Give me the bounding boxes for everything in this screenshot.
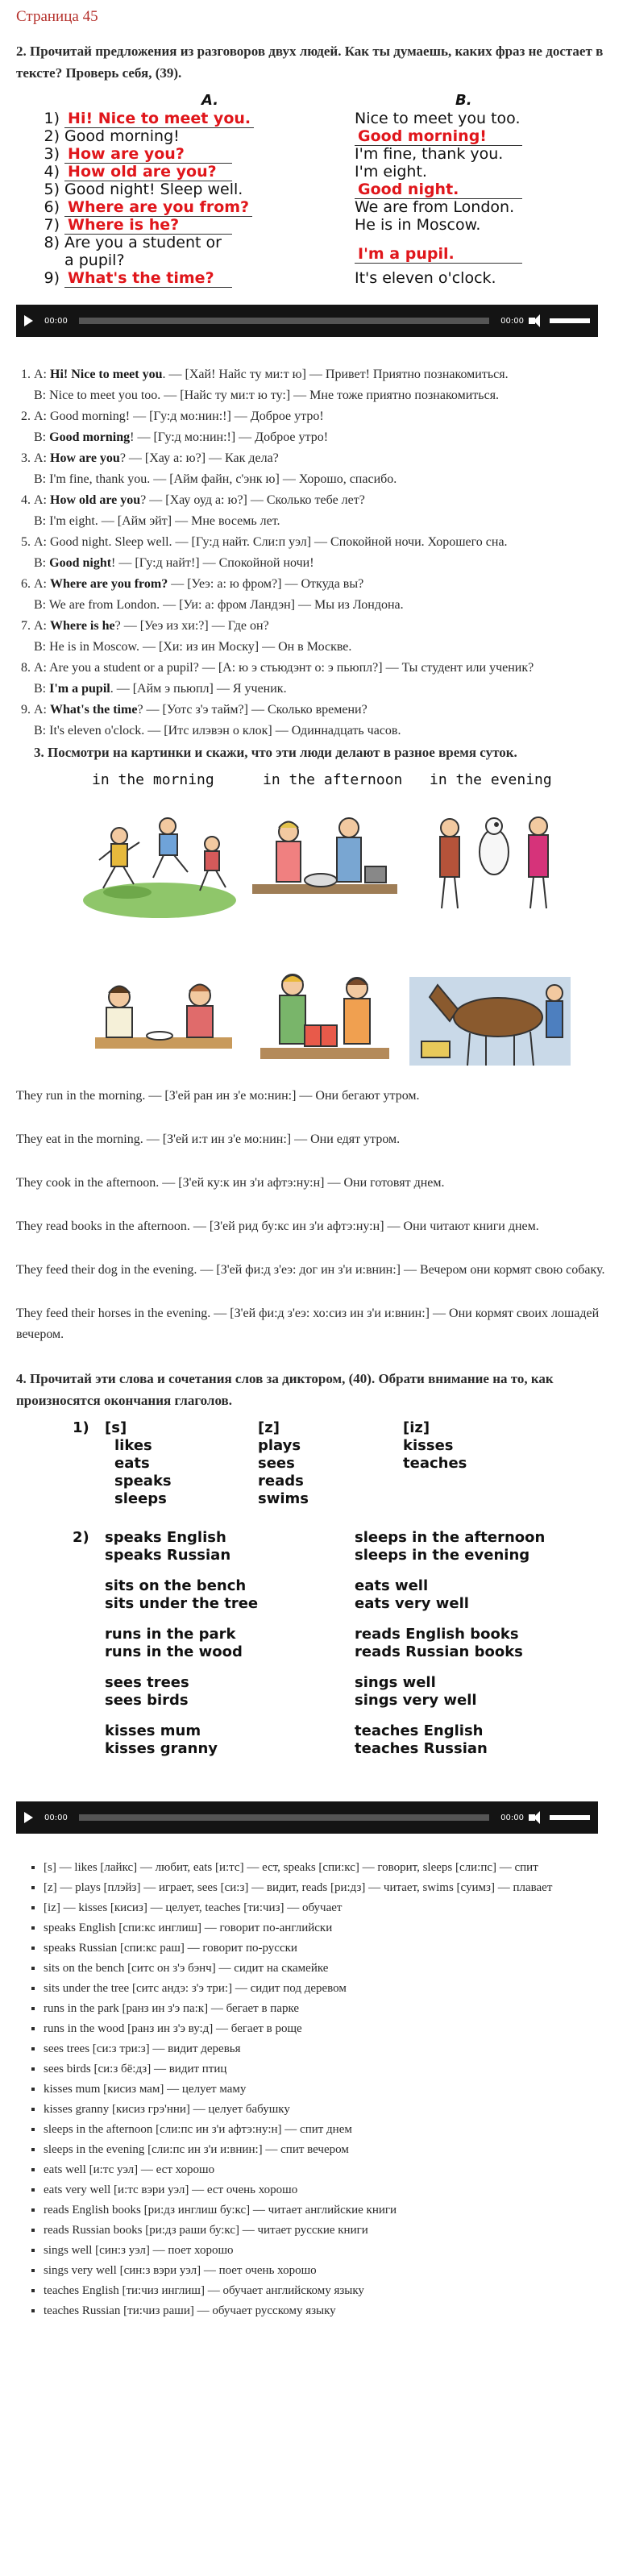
left-phrase: sees trees bbox=[105, 1674, 189, 1691]
b-row-text: Good night. bbox=[355, 181, 522, 199]
header-evening: in the evening bbox=[430, 771, 552, 788]
dialogue-line bbox=[34, 511, 612, 532]
a-row-text: Where are you from? bbox=[64, 198, 252, 217]
picture-feeding-horses bbox=[409, 961, 571, 1082]
column-b-heading: B. bbox=[455, 92, 472, 109]
b-row bbox=[355, 110, 521, 127]
volume-slider[interactable] bbox=[550, 1815, 590, 1820]
line-suffix: ? — [Хау оуд а: ю?] — Сколько тебе лет? bbox=[140, 493, 365, 507]
b-row bbox=[355, 181, 522, 198]
dialogue-line bbox=[34, 616, 612, 637]
picture-running bbox=[79, 804, 240, 924]
phrase-item: ▪ kisses granny [кисиз грэ'нни] — целует бабушку bbox=[44, 2100, 612, 2120]
line-suffix: — [Уеэ: а: ю фром?] — Откуда вы? bbox=[168, 577, 364, 591]
task3-answer: They feed their horses in the evening. — [З'ей фи:д з'еэ: хо:сиз ин з'и и:внин:] — Они кормят своих лошадей вечером. bbox=[16, 1307, 600, 1341]
progress-rail[interactable] bbox=[79, 318, 489, 324]
a-row-number: 2) bbox=[44, 127, 60, 145]
b-row-text: I'm fine, thank you. bbox=[355, 145, 504, 163]
a-row-text: How old are you? bbox=[64, 163, 232, 181]
dialogue-line bbox=[34, 448, 612, 469]
b-row-text: We are from London. bbox=[355, 198, 515, 216]
task3-answer: They feed their dog in the evening. — [З'ей фи:д з'еэ: дог ин з'и и:внин:] — Вечером они кормят свою собаку. bbox=[16, 1263, 605, 1277]
line-prefix: B: It's eleven o'clock. — [Итс илэвэн о клок] — Одиннадцать часов. bbox=[34, 724, 401, 737]
dialogue-line bbox=[34, 490, 612, 511]
line-prefix: A: bbox=[34, 368, 50, 381]
left-phrase: runs in the wood bbox=[105, 1643, 243, 1660]
b-row bbox=[355, 198, 514, 216]
exercise3-pictures bbox=[63, 771, 595, 1086]
line-bold: Where are you from? bbox=[50, 577, 168, 591]
iz-heading: [iz] bbox=[403, 1419, 430, 1436]
line-prefix: B: Nice to meet you too. — [Найс ту ми:т ю ту:] — Мне тоже приятно познакомиться. bbox=[34, 388, 500, 402]
phrase-item: ▪ sees birds [си:з бё:дз] — видит птиц bbox=[44, 2059, 612, 2079]
a-row-number: 8) bbox=[44, 234, 60, 251]
line-suffix: . — [Айм э пьюпл] — Я ученик. bbox=[110, 682, 287, 696]
phrase-item: ▪ speaks Russian [спи:кс раш] — говорит по-русски bbox=[44, 1938, 612, 1959]
b-row bbox=[355, 127, 522, 145]
picture-cooking bbox=[244, 804, 405, 924]
phrase-item: ▪ eats well [и:тс уэл] — ест хорошо bbox=[44, 2160, 612, 2180]
line-bold: How old are you bbox=[50, 493, 141, 507]
a-row bbox=[40, 163, 232, 181]
phrase-item: ▪ runs in the wood [ранз ин з'э ву:д] — бегает в роще bbox=[44, 2019, 612, 2039]
dialogue-line bbox=[34, 595, 612, 616]
dialogue-item bbox=[34, 700, 612, 742]
dialogue-item bbox=[34, 364, 612, 406]
part1-number: 1) bbox=[73, 1419, 89, 1436]
phrase-item: ▪ sings well [син:з уэл] — поет хорошо bbox=[44, 2241, 612, 2261]
left-phrase: speaks English bbox=[105, 1529, 226, 1546]
right-phrase: eats well bbox=[355, 1577, 429, 1594]
left-phrase: sees birds bbox=[105, 1692, 189, 1709]
line-bold: Hi! Nice to meet you bbox=[50, 368, 163, 381]
task2-title: 2. Прочитай предложения из разговоров двух людей. Как ты думаешь, каких фраз не достает в тексте? Проверь себя, (39). bbox=[16, 44, 604, 81]
audio-player-1[interactable] bbox=[16, 305, 598, 337]
a-row-number: 4) bbox=[44, 163, 60, 181]
dialogue-line bbox=[34, 700, 612, 721]
task3-title: 3. Посмотри на картинки и скажи, что эти люди делают в разное время суток. bbox=[34, 745, 517, 760]
dialogue-answers-list bbox=[16, 364, 612, 742]
left-phrase: kisses granny bbox=[105, 1740, 218, 1757]
z-word: swims bbox=[258, 1490, 309, 1507]
task3-answers bbox=[16, 1086, 612, 1345]
right-phrase: teaches Russian bbox=[355, 1740, 488, 1757]
picture-reading bbox=[244, 961, 405, 1082]
a-row-number: 9) bbox=[44, 269, 60, 287]
phrase-item: ▪ [s] — likes [лайкс] — любит, eats [и:тс] — ест, speaks [спи:кс] — говорит, sleeps [сли:пс] — спит bbox=[44, 1858, 612, 1878]
play-icon[interactable] bbox=[24, 315, 33, 326]
line-prefix: B: bbox=[34, 556, 50, 570]
picture-feeding-dog bbox=[409, 804, 571, 924]
right-phrase: reads Russian books bbox=[355, 1643, 523, 1660]
task3-answer: They run in the morning. — [З'ей ран ин з'е мо:нин:] — Они бегают утром. bbox=[16, 1089, 420, 1103]
b-row bbox=[355, 216, 480, 234]
phrase-item: ▪ reads Russian books [ри:дз раши бу:кс] — читает русские книги bbox=[44, 2221, 612, 2241]
line-bold: How are you bbox=[50, 451, 120, 465]
a-row-number: 3) bbox=[44, 145, 60, 163]
b-row-text: He is in Moscow. bbox=[355, 216, 481, 234]
phrase-item: ▪ teaches Russian [ти:чиз раши] — обучает русскому языку bbox=[44, 2301, 612, 2321]
phrase-item: ▪ sleeps in the afternoon [сли:пс ин з'и афтэ:ну:н] — спит днем bbox=[44, 2120, 612, 2140]
dialogue-item bbox=[34, 616, 612, 658]
b-row bbox=[355, 245, 522, 263]
b-row-text: I'm eight. bbox=[355, 163, 427, 181]
z-heading: [z] bbox=[258, 1419, 280, 1436]
task3-answer: They eat in the morning. — [З'ей и:т ин з'е мо:нин:] — Они едят утром. bbox=[16, 1132, 401, 1146]
task3-answer: They cook in the afternoon. — [З'ей ку:к ин з'и афтэ:ну:н] — Они готовят днем. bbox=[16, 1176, 445, 1190]
dialogue-line bbox=[34, 364, 612, 385]
a-row bbox=[40, 216, 232, 234]
phrase-item: ▪ sees trees [си:з три:з] — видит деревья bbox=[44, 2039, 612, 2059]
phrase-item: ▪ speaks English [спи:кс инглиш] — говорит по-английски bbox=[44, 1918, 612, 1938]
a-row-text: a pupil? bbox=[64, 251, 125, 269]
iz-word: teaches bbox=[403, 1455, 467, 1472]
a-row bbox=[40, 127, 180, 145]
exercise2-figure bbox=[40, 92, 572, 293]
dialogue-line bbox=[34, 469, 612, 490]
a-row-number: 7) bbox=[44, 216, 60, 234]
line-suffix: ? — [Уотс з'э тайм?] — Сколько времени? bbox=[137, 703, 367, 717]
phrase-item: ▪ teaches English [ти:чиз инглиш] — обучает английскому языку bbox=[44, 2281, 612, 2301]
line-prefix: A: bbox=[34, 619, 50, 633]
dialogue-line bbox=[34, 532, 612, 553]
b-row bbox=[355, 163, 427, 181]
left-phrase: sits on the bench bbox=[105, 1577, 247, 1594]
b-row-text: It's eleven o'clock. bbox=[355, 269, 496, 287]
dialogue-item bbox=[34, 532, 612, 574]
dialogue-line bbox=[34, 385, 612, 406]
b-row-text: Good morning! bbox=[355, 127, 522, 146]
line-prefix: B: We are from London. — [Уи: а: фром Ландэн] — Мы из Лондона. bbox=[34, 598, 404, 612]
s-heading: [s] bbox=[105, 1419, 127, 1436]
right-phrase: teaches English bbox=[355, 1722, 484, 1739]
dialogue-item bbox=[34, 658, 612, 700]
dialogue-item bbox=[34, 406, 612, 448]
phrase-item: ▪ runs in the park [ранз ин з'э па:к] — бегает в парке bbox=[44, 1999, 612, 2019]
dialogue-item bbox=[34, 574, 612, 616]
a-row-number: 5) bbox=[44, 181, 60, 198]
current-time: 00:00 bbox=[44, 316, 68, 326]
volume-icon[interactable] bbox=[529, 318, 535, 324]
dialogue-line bbox=[34, 427, 612, 448]
line-suffix: ! — [Гу:д найт!] — Спокойной ночи! bbox=[111, 556, 314, 570]
line-prefix: A: Good night. Sleep well. — [Гу:д найт. Сли:п уэл] — Спокойной ночи. Хорошего сна. bbox=[34, 535, 508, 549]
line-prefix: B: He is in Moscow. — [Хи: из ин Моску] — Он в Москве. bbox=[34, 640, 352, 654]
task3-answer: They read books in the afternoon. — [З'ей рид бу:кс ин з'и афтэ:ну:н] — Они читают книги днем. bbox=[16, 1219, 539, 1233]
s-word: eats bbox=[114, 1455, 150, 1472]
line-suffix: ! — [Гу:д мо:нин:!] — Доброе утро! bbox=[130, 430, 329, 444]
page-title: Страница 45 bbox=[16, 8, 98, 25]
a-row bbox=[40, 198, 252, 216]
right-phrase: sings very well bbox=[355, 1692, 477, 1709]
right-phrase: sings well bbox=[355, 1674, 436, 1691]
part2-number: 2) bbox=[73, 1529, 89, 1546]
line-bold: What's the time bbox=[50, 703, 138, 717]
line-bold: Good morning bbox=[49, 430, 131, 444]
a-row bbox=[40, 181, 243, 198]
phrase-item: ▪ sleeps in the evening [сли:пс ин з'и и:внин:] — спит вечером bbox=[44, 2140, 612, 2160]
line-bold: Good night bbox=[49, 556, 112, 570]
line-bold: Where is he bbox=[50, 619, 115, 633]
line-prefix: A: bbox=[34, 493, 50, 507]
a-row-text: How are you? bbox=[64, 145, 232, 164]
picture-eating bbox=[79, 965, 240, 1078]
a-row-text: Hi! Nice to meet you. bbox=[64, 110, 254, 128]
task4-title: 4. Прочитай эти слова и сочетания слов за диктором, (40). Обрати внимание на то, как произносятся окончания глаголов. bbox=[16, 1371, 554, 1408]
phrase-item: ▪ kisses mum [кисиз мам] — целует маму bbox=[44, 2079, 612, 2100]
z-word: plays bbox=[258, 1437, 301, 1454]
right-phrase: sleeps in the evening bbox=[355, 1547, 530, 1564]
left-phrase: sits under the tree bbox=[105, 1595, 259, 1612]
right-phrase: eats very well bbox=[355, 1595, 469, 1612]
a-row bbox=[40, 234, 222, 251]
dialogue-line bbox=[34, 574, 612, 595]
a-row-text: Where is he? bbox=[64, 216, 232, 235]
dialogue-line bbox=[34, 721, 612, 742]
line-prefix: A: Good morning! — [Гу:д мо:нин:!] — Доброе утро! bbox=[34, 409, 324, 423]
duration-time: 00:00 bbox=[500, 1813, 524, 1822]
current-time: 00:00 bbox=[44, 1813, 68, 1822]
progress-rail[interactable] bbox=[79, 1814, 489, 1821]
line-prefix: B: I'm eight. — [Айм эйт] — Мне восемь лет. bbox=[34, 514, 280, 528]
phrase-item: ▪ [z] — plays [плэйз] — играет, sees [си:з] — видит, reads [ри:дз] — читает, swims [суимз] — плавает bbox=[44, 1878, 612, 1898]
right-phrase: reads English books bbox=[355, 1626, 519, 1643]
z-word: sees bbox=[258, 1455, 295, 1472]
b-row-text: I'm a pupil. bbox=[355, 245, 522, 264]
phrase-item: ▪ sits on the bench [ситс он з'э бэнч] — сидит на скамейке bbox=[44, 1959, 612, 1979]
line-suffix: ? — [Хау а: ю?] — Как дела? bbox=[119, 451, 279, 465]
line-suffix: . — [Хай! Найс ту ми:т ю] — Привет! Приятно познакомиться. bbox=[162, 368, 509, 381]
a-row bbox=[40, 145, 232, 163]
a-row bbox=[40, 269, 232, 287]
line-prefix: B: I'm fine, thank you. — [Айм файн, с'энк ю] — Хорошо, спасибо. bbox=[34, 472, 397, 486]
a-row bbox=[40, 110, 254, 127]
line-prefix: B: bbox=[34, 682, 50, 696]
b-row bbox=[355, 269, 496, 287]
phrase-item: ▪ sits under the tree [ситс андэ: з'э три:] — сидит под деревом bbox=[44, 1979, 612, 1999]
s-word: likes bbox=[114, 1437, 152, 1454]
s-word: sleeps bbox=[114, 1490, 167, 1507]
a-row-text: Good night! Sleep well. bbox=[64, 181, 243, 198]
play-icon[interactable] bbox=[24, 1812, 33, 1823]
phrases-list bbox=[16, 1858, 612, 2321]
dialogue-line bbox=[34, 553, 612, 574]
phrase-item: ▪ [iz] — kisses [кисиз] — целует, teaches [ти:чиз] — обучает bbox=[44, 1898, 612, 1918]
volume-icon[interactable] bbox=[529, 1814, 535, 1821]
line-suffix: ? — [Уеэ из хи:?] — Где он? bbox=[114, 619, 269, 633]
left-phrase: speaks Russian bbox=[105, 1547, 231, 1564]
header-afternoon: in the afternoon bbox=[263, 771, 403, 788]
phrase-item: ▪ reads English books [ри:дз инглиш бу:кс] — читает английские книги bbox=[44, 2200, 612, 2221]
s-word: speaks bbox=[114, 1473, 172, 1490]
b-row bbox=[355, 145, 503, 163]
volume-slider[interactable] bbox=[550, 318, 590, 323]
line-prefix: A: bbox=[34, 703, 50, 717]
exercise4-figure bbox=[73, 1419, 604, 1782]
b-row-text: Nice to meet you too. bbox=[355, 110, 521, 127]
line-prefix: A: bbox=[34, 577, 50, 591]
a-row-text: Are you a student or bbox=[64, 234, 222, 251]
z-word: reads bbox=[258, 1473, 304, 1490]
a-row bbox=[40, 251, 125, 269]
left-phrase: runs in the park bbox=[105, 1626, 236, 1643]
line-prefix: A: bbox=[34, 451, 50, 465]
a-row-number: 1) bbox=[44, 110, 60, 127]
header-morning: in the morning bbox=[92, 771, 214, 788]
left-phrase: kisses mum bbox=[105, 1722, 201, 1739]
a-row-number: 6) bbox=[44, 198, 60, 216]
right-phrase: sleeps in the afternoon bbox=[355, 1529, 546, 1546]
dialogue-item bbox=[34, 448, 612, 490]
column-a-heading: A. bbox=[201, 92, 219, 109]
dialogue-line bbox=[34, 637, 612, 658]
line-bold: I'm a pupil bbox=[49, 682, 110, 696]
dialogue-line bbox=[34, 679, 612, 700]
dialogue-line bbox=[34, 406, 612, 427]
duration-time: 00:00 bbox=[500, 316, 524, 326]
dialogue-line bbox=[34, 658, 612, 679]
line-prefix: A: Are you a student or a pupil? — [А: ю э стьюдэнт о: э пьюпл?] — Ты студент или ученик? bbox=[34, 661, 534, 675]
line-prefix: B: bbox=[34, 430, 50, 444]
audio-player-2[interactable] bbox=[16, 1801, 598, 1834]
iz-word: kisses bbox=[403, 1437, 454, 1454]
dialogue-item bbox=[34, 490, 612, 532]
a-row-text: What's the time? bbox=[64, 269, 232, 288]
a-row-text: Good morning! bbox=[64, 127, 180, 145]
phrase-item: ▪ sings very well [син:з вэри уэл] — поет очень хорошо bbox=[44, 2261, 612, 2281]
phrase-item: ▪ eats very well [и:тс вэри уэл] — ест очень хорошо bbox=[44, 2180, 612, 2200]
